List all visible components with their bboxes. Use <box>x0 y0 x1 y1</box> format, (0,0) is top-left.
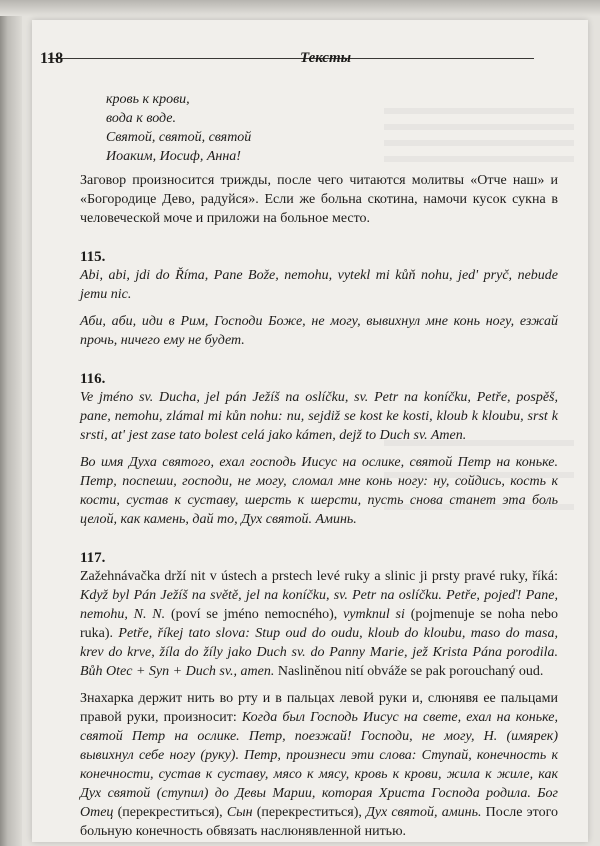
charm-translation-russian <box>80 689 558 841</box>
verse-line: Святой, святой, святой <box>106 130 252 145</box>
text-run-italic: Když byl Pán Ježíš na světě, jel na koníčku, sv. Petr na oslíčku. Petře, pojeď! Pane, nemohu, N. N. <box>80 588 558 622</box>
text-run-italic: vymknul si <box>343 607 405 622</box>
text-run-italic: Petře, říkej tato slova: Stup oud do oudu, kloub do kloubu, maso do masa, krev do krve, žíla do žíly jako Duch sv. do Panny Marie, jež Krista Pána porodila. Bůh Otec + Syn + Duch sv., amen. <box>80 626 558 679</box>
page-header <box>48 28 534 59</box>
charm-original-czech: Ve jméno sv. Ducha, jel pán Ježíš na oslíčku, sv. Petr na koníčku, Petře, pospěš, pane, nemohu, zlámal mi kůn nohu: nu, sejdiž se kost ke kosti, kloub k kloubu, srst k srsti, at' jest zase tato bolest celá jako kámen, dejž to Duch sv. Amen. <box>80 390 558 443</box>
text-run: Знахарка держит нить во рту и в пальцах левой руки и, слюнявя ее пальцами правой руки, произносит: <box>80 691 558 725</box>
text-run: (pojmenuje se noha nebo ruka). <box>80 607 558 641</box>
text-run: Zažehnávačka drží nit v ústech a prstech levé ruky a slinic ji prsty pravé ruky, říká: <box>80 569 558 584</box>
text-run-italic: Когда был Господь Иисус на свете, ехал на коньке, святой Петр на ослике. Петр, поезжай! Господи, не могу, Н. (имярек) вывихнул себе ногу (руку). Петр, произнеси эти слова: Ступай, конечность к конечности, сустав к суставу, мясо к мясу, кровь к крови, жила к жиле, как Дух святой (ступил) до Девы Марии, которая Христа Господа родила. Бог Отец <box>80 710 558 820</box>
book-gutter-shadow <box>0 0 22 846</box>
section-number: 117. <box>80 550 106 566</box>
top-edge-shadow <box>0 0 600 16</box>
intro-paragraph: Заговор произносится трижды, после чего читаются молитвы «Отче наш» и «Богородице Дево, радуйся». Если же больна скотина, намочи кусок сукна в человеческой моче и приложи на больное место. <box>80 173 558 226</box>
running-title: Тексты <box>300 50 352 66</box>
charm-translation-russian: Аби, аби, иди в Рим, Господи Боже, не могу, вывихнул мне конь ногу, езжай прочь, ничего ему не будет. <box>80 314 558 348</box>
text-run-italic: Сын <box>226 805 253 820</box>
text-run: После этого больную конечность обвязать наслюнявленной нитью. <box>80 805 558 839</box>
verse-line: вода к воде. <box>106 111 177 126</box>
section-number: 115. <box>80 249 106 265</box>
section-number: 116. <box>80 371 106 387</box>
charm-original-czech: Abi, abi, jdi do Říma, Pane Bože, nemohu, vytekl mi kůň nohu, jed' pryč, nebude jemu nic. <box>80 268 558 302</box>
text-run: (poví se jméno nemocného), <box>165 607 344 622</box>
page-number: 118 <box>40 50 64 67</box>
verse-line: кровь к крови, <box>106 92 190 107</box>
text-run: Nasliněnou nití obváže se pak porouchaný oud. <box>274 664 544 679</box>
verse-block <box>106 90 558 166</box>
text-run: (перекреститься), <box>252 805 367 820</box>
charm-original-czech <box>80 567 558 681</box>
text-run: (перекреститься), <box>113 805 227 820</box>
charm-translation-russian: Во имя Духа святого, ехал господь Иисус на ослике, святой Петр на коньке. Петр, поспеши, господи, не могу, сломал мне конь ногу: ну, сойдись, кость к кости, сустав к суставу, шерсть к шерсти, пусть снова станет эта боль целой, как камень, дай то, Дух святой. Аминь. <box>80 455 558 527</box>
text-run-italic: Дух святой, аминь. <box>366 805 482 820</box>
verse-line: Иоаким, Иосиф, Анна! <box>106 149 241 164</box>
page-content <box>80 90 558 841</box>
